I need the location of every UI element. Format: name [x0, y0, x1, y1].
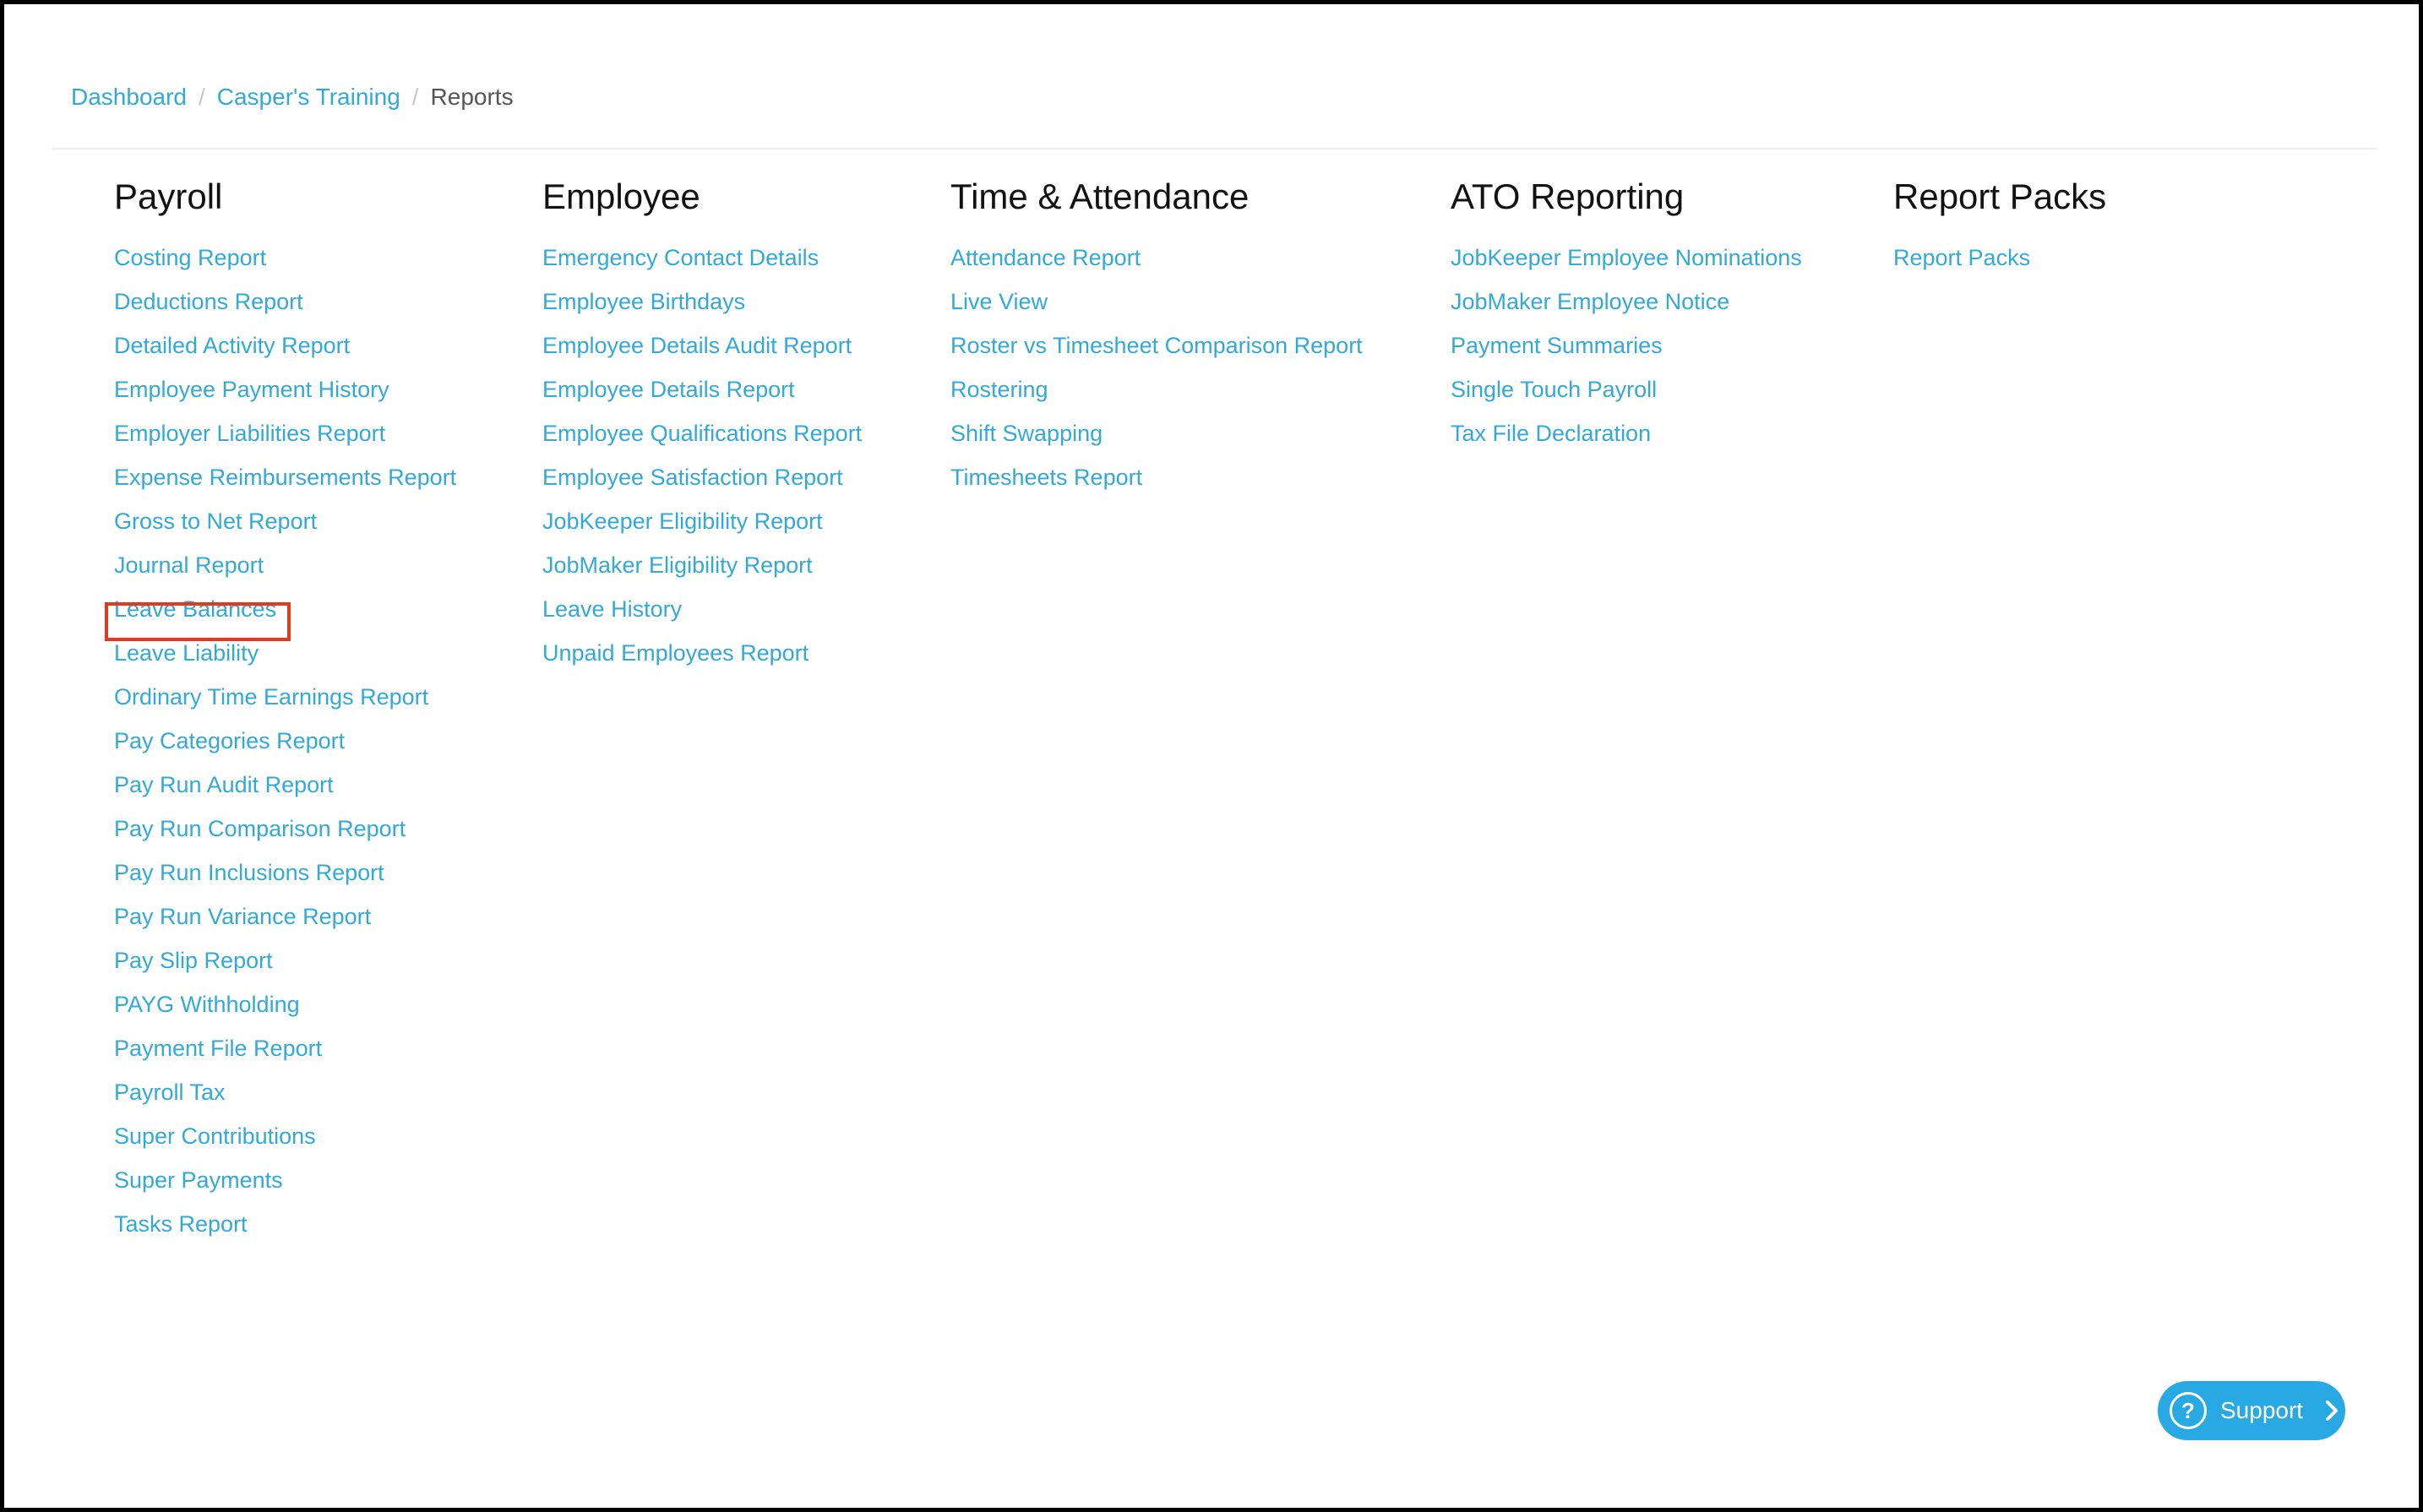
list-item — [542, 246, 862, 290]
list-item — [114, 1124, 456, 1168]
payment-summaries-link[interactable]: Payment Summaries — [1451, 333, 1663, 358]
list-item — [114, 949, 456, 993]
unpaid-employees-report-link[interactable]: Unpaid Employees Report — [542, 640, 809, 666]
list-item — [114, 729, 456, 773]
list-item — [114, 1168, 456, 1212]
list-item — [542, 378, 862, 422]
live-view-link[interactable]: Live View — [950, 289, 1048, 314]
list-item — [542, 465, 862, 509]
list-item — [114, 422, 456, 465]
list-item — [114, 509, 456, 553]
leave-balances-link[interactable]: Leave Balances — [114, 596, 277, 622]
super-payments-link[interactable]: Super Payments — [114, 1167, 283, 1193]
pay-run-inclusions-report-link[interactable]: Pay Run Inclusions Report — [114, 860, 384, 885]
list-item — [114, 1212, 456, 1256]
breadcrumb-separator: / — [198, 84, 205, 110]
list-item — [114, 861, 456, 905]
list-item — [114, 817, 456, 861]
ato-reporting-link-list — [1451, 246, 1802, 465]
payroll-tax-link[interactable]: Payroll Tax — [114, 1080, 226, 1105]
list-item — [114, 993, 456, 1036]
expense-reimbursements-report-link[interactable]: Expense Reimbursements Report — [114, 465, 457, 490]
employee-details-audit-report-link[interactable]: Employee Details Audit Report — [542, 333, 852, 358]
list-item — [950, 465, 1363, 509]
ato-reporting-column — [1451, 173, 1802, 465]
list-item — [114, 597, 456, 641]
question-circle-icon: ? — [2170, 1392, 2207, 1429]
list-item — [950, 290, 1363, 334]
pay-categories-report-link[interactable]: Pay Categories Report — [114, 728, 346, 753]
payroll-column — [114, 173, 456, 1256]
employee-details-report-link[interactable]: Employee Details Report — [542, 377, 795, 402]
tasks-report-link[interactable]: Tasks Report — [114, 1211, 248, 1237]
list-item — [114, 1036, 456, 1080]
tax-file-declaration-link[interactable]: Tax File Declaration — [1451, 421, 1652, 446]
jobmaker-employee-notice-link[interactable]: JobMaker Employee Notice — [1451, 289, 1730, 314]
rostering-link[interactable]: Rostering — [950, 377, 1048, 402]
list-item — [542, 553, 862, 597]
list-item — [114, 378, 456, 422]
single-touch-payroll-link[interactable]: Single Touch Payroll — [1451, 377, 1658, 402]
jobkeeper-employee-nominations-link[interactable]: JobKeeper Employee Nominations — [1451, 245, 1802, 270]
list-item — [542, 641, 862, 685]
pay-run-audit-report-link[interactable]: Pay Run Audit Report — [114, 772, 334, 797]
pay-run-variance-report-link[interactable]: Pay Run Variance Report — [114, 904, 372, 929]
breadcrumb-current: Reports — [430, 84, 514, 110]
list-item — [114, 553, 456, 597]
list-item — [114, 641, 456, 685]
report-packs-link[interactable]: Report Packs — [1893, 245, 2031, 270]
list-item — [950, 378, 1363, 422]
breadcrumb-separator: / — [411, 84, 419, 110]
costing-report-link[interactable]: Costing Report — [114, 245, 267, 270]
report-packs-heading: Report Packs — [1893, 177, 2107, 216]
payment-file-report-link[interactable]: Payment File Report — [114, 1036, 323, 1061]
time-attendance-column — [950, 173, 1363, 509]
employee-birthdays-link[interactable]: Employee Birthdays — [542, 289, 746, 314]
employee-heading: Employee — [542, 177, 700, 216]
pay-run-comparison-report-link[interactable]: Pay Run Comparison Report — [114, 816, 406, 841]
employee-qualifications-report-link[interactable]: Employee Qualifications Report — [542, 421, 863, 446]
list-item — [114, 290, 456, 334]
payroll-link-list — [114, 246, 456, 1256]
employee-column — [542, 173, 862, 685]
pay-slip-report-link[interactable]: Pay Slip Report — [114, 948, 273, 973]
list-item — [114, 685, 456, 729]
ato-reporting-heading: ATO Reporting — [1451, 177, 1685, 216]
list-item — [114, 246, 456, 290]
breadcrumb — [71, 82, 514, 112]
leave-history-link[interactable]: Leave History — [542, 596, 683, 622]
list-item — [114, 905, 456, 949]
list-item — [542, 422, 862, 465]
list-item — [542, 334, 862, 378]
list-item — [1451, 422, 1802, 465]
deductions-report-link[interactable]: Deductions Report — [114, 289, 303, 314]
ordinary-time-earnings-report-link[interactable]: Ordinary Time Earnings Report — [114, 684, 429, 710]
report-packs-link-list — [1893, 246, 2106, 290]
list-item — [542, 597, 862, 641]
report-packs-column — [1893, 173, 2106, 290]
list-item — [950, 246, 1363, 290]
attendance-report-link[interactable]: Attendance Report — [950, 245, 1141, 270]
shift-swapping-link[interactable]: Shift Swapping — [950, 421, 1103, 446]
jobkeeper-eligibility-report-link[interactable]: JobKeeper Eligibility Report — [542, 509, 823, 534]
list-item — [542, 509, 862, 553]
employer-liabilities-report-link[interactable]: Employer Liabilities Report — [114, 421, 386, 446]
support-button[interactable] — [2158, 1381, 2345, 1440]
list-item — [1451, 246, 1802, 290]
time-attendance-link-list — [950, 246, 1363, 509]
list-item — [1893, 246, 2106, 290]
support-label: Support — [2220, 1397, 2304, 1423]
timesheets-report-link[interactable]: Timesheets Report — [950, 465, 1143, 490]
breadcrumb-caspers-training-link[interactable]: Casper's Training — [216, 84, 400, 110]
employee-link-list — [542, 246, 862, 685]
list-item — [1451, 334, 1802, 378]
list-item — [542, 290, 862, 334]
roster-vs-timesheet-comparison-report-link[interactable]: Roster vs Timesheet Comparison Report — [950, 333, 1363, 358]
list-item — [1451, 290, 1802, 334]
leave-liability-link[interactable]: Leave Liability — [114, 640, 259, 666]
list-item — [114, 334, 456, 378]
list-item — [114, 773, 456, 817]
chevron-right-icon — [2325, 1401, 2339, 1421]
list-item — [114, 1080, 456, 1124]
detailed-activity-report-link[interactable]: Detailed Activity Report — [114, 333, 351, 358]
employee-payment-history-link[interactable]: Employee Payment History — [114, 377, 389, 402]
payg-withholding-link[interactable]: PAYG Withholding — [114, 992, 300, 1017]
payroll-heading: Payroll — [114, 177, 223, 216]
time-attendance-heading: Time & Attendance — [950, 177, 1250, 216]
list-item — [1451, 378, 1802, 422]
list-item — [950, 334, 1363, 378]
journal-report-link[interactable]: Journal Report — [114, 552, 264, 578]
header-divider — [53, 148, 2378, 150]
gross-to-net-report-link[interactable]: Gross to Net Report — [114, 509, 318, 534]
emergency-contact-details-link[interactable]: Emergency Contact Details — [542, 245, 819, 270]
super-contributions-link[interactable]: Super Contributions — [114, 1123, 316, 1149]
breadcrumb-dashboard-link[interactable]: Dashboard — [71, 84, 187, 110]
jobmaker-eligibility-report-link[interactable]: JobMaker Eligibility Report — [542, 552, 813, 578]
employee-satisfaction-report-link[interactable]: Employee Satisfaction Report — [542, 465, 843, 490]
list-item — [114, 465, 456, 509]
list-item — [950, 422, 1363, 465]
